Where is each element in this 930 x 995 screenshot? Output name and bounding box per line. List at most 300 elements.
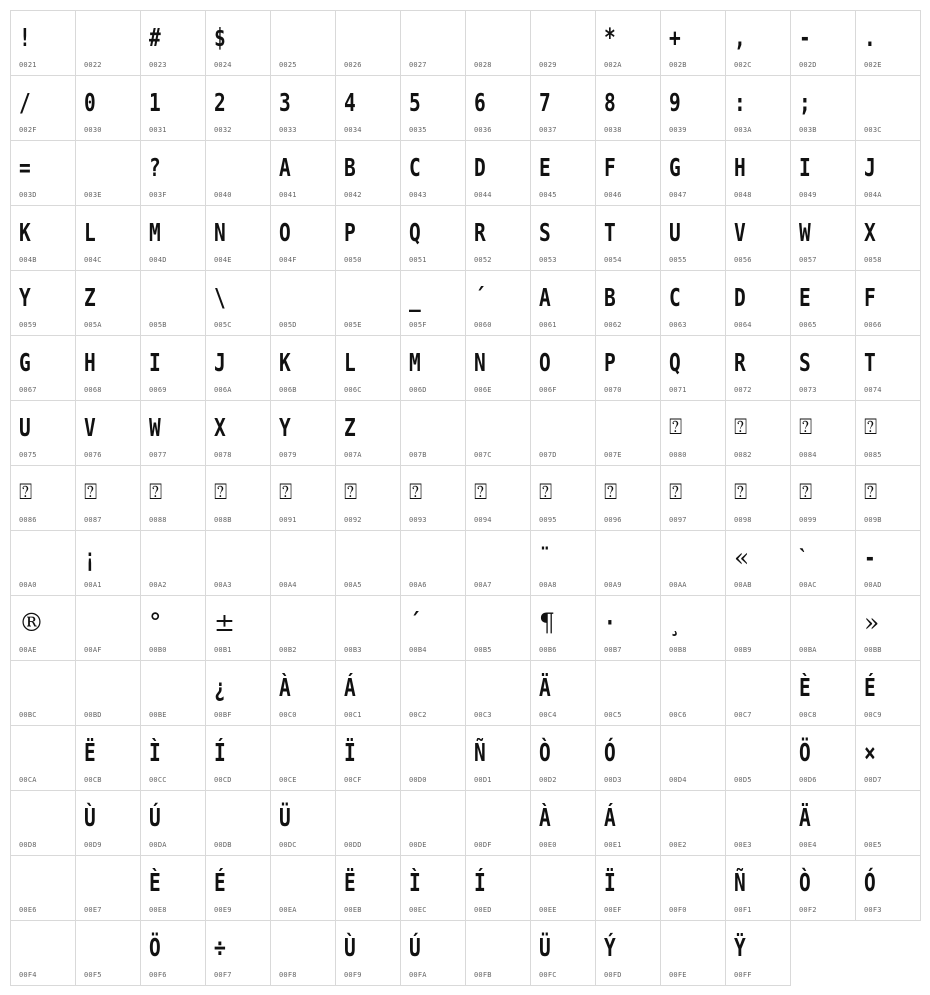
glyph-cell bbox=[465, 465, 531, 531]
codepoint-label: 00E4 bbox=[799, 841, 817, 849]
glyph-cell bbox=[270, 790, 336, 856]
glyph-cell bbox=[140, 465, 206, 531]
glyph-cell bbox=[530, 855, 596, 921]
codepoint-label: 00BB bbox=[864, 646, 882, 654]
codepoint-label: 003B bbox=[799, 126, 817, 134]
glyph: Y bbox=[19, 283, 31, 312]
glyph-cell bbox=[855, 660, 921, 726]
glyph-cell bbox=[855, 725, 921, 791]
glyph-cell bbox=[335, 725, 401, 791]
glyph: 6 bbox=[474, 88, 486, 117]
codepoint-label: 00EB bbox=[344, 906, 362, 914]
codepoint-label: 0073 bbox=[799, 386, 817, 394]
codepoint-label: 00EA bbox=[279, 906, 297, 914]
codepoint-label: 002F bbox=[19, 126, 37, 134]
glyph: Ý bbox=[604, 933, 616, 962]
glyph-cell bbox=[205, 10, 271, 76]
glyph-cell bbox=[140, 205, 206, 271]
glyph-cell bbox=[140, 920, 206, 986]
glyph-cell bbox=[595, 270, 661, 336]
codepoint-label: 0029 bbox=[539, 61, 557, 69]
glyph: V bbox=[84, 413, 96, 442]
glyph-cell bbox=[790, 855, 856, 921]
codepoint-label: 00D6 bbox=[799, 776, 817, 784]
glyph-cell bbox=[465, 10, 531, 76]
glyph: Ó bbox=[604, 738, 616, 767]
glyph-cell bbox=[530, 140, 596, 206]
glyph-cell bbox=[855, 140, 921, 206]
glyph: Ù bbox=[84, 803, 96, 832]
glyph: M bbox=[409, 348, 421, 377]
glyph: I bbox=[799, 153, 811, 182]
missing-glyph-icon: ⍰ bbox=[669, 480, 683, 505]
glyph-cell bbox=[75, 660, 141, 726]
codepoint-label: 00D5 bbox=[734, 776, 752, 784]
glyph-cell bbox=[530, 530, 596, 596]
glyph-cell bbox=[205, 660, 271, 726]
codepoint-label: 00FC bbox=[539, 971, 557, 979]
codepoint-label: 00E8 bbox=[149, 906, 167, 914]
glyph: K bbox=[279, 348, 291, 377]
glyph-cell bbox=[725, 660, 791, 726]
glyph-cell bbox=[140, 660, 206, 726]
codepoint-label: 0033 bbox=[279, 126, 297, 134]
codepoint-label: 00DB bbox=[214, 841, 232, 849]
glyph-cell bbox=[595, 140, 661, 206]
glyph-cell bbox=[10, 10, 76, 76]
codepoint-label: 0041 bbox=[279, 191, 297, 199]
glyph-cell bbox=[75, 270, 141, 336]
glyph: Ò bbox=[799, 868, 811, 897]
codepoint-label: 00E2 bbox=[669, 841, 687, 849]
glyph-cell bbox=[595, 75, 661, 141]
glyph: Ä bbox=[539, 673, 551, 702]
glyph-cell bbox=[335, 790, 401, 856]
glyph-cell bbox=[725, 465, 791, 531]
glyph-cell bbox=[790, 725, 856, 791]
codepoint-label: 0057 bbox=[799, 256, 817, 264]
glyph-cell bbox=[725, 530, 791, 596]
codepoint-label: 0039 bbox=[669, 126, 687, 134]
missing-glyph-icon: ⍰ bbox=[669, 415, 683, 440]
missing-glyph-icon: ⍰ bbox=[799, 480, 813, 505]
glyph-cell bbox=[140, 725, 206, 791]
glyph-cell bbox=[75, 855, 141, 921]
codepoint-label: 00F5 bbox=[84, 971, 102, 979]
codepoint-label: 00E9 bbox=[214, 906, 232, 914]
glyph-cell bbox=[725, 920, 791, 986]
glyph-cell bbox=[335, 335, 401, 401]
codepoint-label: 0058 bbox=[864, 256, 882, 264]
missing-glyph-icon: ⍰ bbox=[734, 415, 748, 440]
glyph-cell bbox=[725, 595, 791, 661]
glyph-cell bbox=[530, 75, 596, 141]
glyph-cell bbox=[595, 335, 661, 401]
codepoint-label: 00A2 bbox=[149, 581, 167, 589]
glyph-cell bbox=[205, 465, 271, 531]
glyph-cell bbox=[660, 140, 726, 206]
glyph-cell bbox=[10, 335, 76, 401]
glyph: × bbox=[864, 738, 876, 767]
codepoint-label: 00C0 bbox=[279, 711, 297, 719]
codepoint-label: 00B8 bbox=[669, 646, 687, 654]
codepoint-label: 0036 bbox=[474, 126, 492, 134]
codepoint-label: 00C8 bbox=[799, 711, 817, 719]
glyph-cell bbox=[75, 75, 141, 141]
codepoint-label: 00A8 bbox=[539, 581, 557, 589]
glyph-cell bbox=[335, 205, 401, 271]
glyph: Í bbox=[474, 868, 486, 897]
codepoint-label: 002C bbox=[734, 61, 752, 69]
glyph: S bbox=[799, 348, 811, 377]
glyph-cell bbox=[205, 270, 271, 336]
glyph-cell bbox=[205, 595, 271, 661]
missing-glyph-icon: ⍰ bbox=[344, 480, 358, 505]
glyph-cell bbox=[855, 790, 921, 856]
glyph-cell bbox=[140, 270, 206, 336]
glyph-cell bbox=[660, 920, 726, 986]
glyph-cell bbox=[660, 205, 726, 271]
glyph: R bbox=[734, 348, 746, 377]
glyph: O bbox=[539, 348, 551, 377]
codepoint-label: 00D9 bbox=[84, 841, 102, 849]
glyph: P bbox=[604, 348, 616, 377]
glyph-cell bbox=[335, 595, 401, 661]
glyph-cell bbox=[465, 530, 531, 596]
glyph-cell bbox=[660, 335, 726, 401]
codepoint-label: 00C7 bbox=[734, 711, 752, 719]
glyph-cell bbox=[400, 855, 466, 921]
codepoint-label: 00F4 bbox=[19, 971, 37, 979]
glyph: Z bbox=[344, 413, 356, 442]
codepoint-label: 00AB bbox=[734, 581, 752, 589]
codepoint-label: 0092 bbox=[344, 516, 362, 524]
glyph-cell bbox=[75, 400, 141, 466]
codepoint-label: 00CF bbox=[344, 776, 362, 784]
glyph-cell bbox=[270, 10, 336, 76]
glyph-cell bbox=[595, 205, 661, 271]
glyph: - bbox=[799, 23, 811, 52]
codepoint-label: 00DA bbox=[149, 841, 167, 849]
glyph-cell bbox=[205, 140, 271, 206]
glyph-cell bbox=[335, 400, 401, 466]
codepoint-label: 00A5 bbox=[344, 581, 362, 589]
glyph: 5 bbox=[409, 88, 421, 117]
glyph-cell bbox=[660, 270, 726, 336]
glyph: L bbox=[84, 218, 96, 247]
glyph-cell bbox=[400, 140, 466, 206]
glyph: * bbox=[604, 23, 616, 52]
glyph: ° bbox=[149, 608, 162, 637]
missing-glyph-icon: ⍰ bbox=[539, 480, 553, 505]
codepoint-label: 0079 bbox=[279, 451, 297, 459]
glyph: ; bbox=[799, 88, 811, 117]
codepoint-label: 0087 bbox=[84, 516, 102, 524]
codepoint-label: 0054 bbox=[604, 256, 622, 264]
codepoint-label: 00A6 bbox=[409, 581, 427, 589]
glyph: ¸ bbox=[669, 608, 681, 637]
glyph-cell bbox=[530, 270, 596, 336]
glyph-cell bbox=[725, 335, 791, 401]
glyph-cell bbox=[10, 790, 76, 856]
glyph: ? bbox=[149, 153, 161, 182]
codepoint-label: 00FB bbox=[474, 971, 492, 979]
glyph: = bbox=[19, 153, 31, 182]
glyph: Ò bbox=[539, 738, 551, 767]
glyph-cell bbox=[400, 530, 466, 596]
glyph-cell bbox=[400, 75, 466, 141]
glyph-cell bbox=[725, 10, 791, 76]
glyph-cell bbox=[400, 790, 466, 856]
codepoint-label: 0066 bbox=[864, 321, 882, 329]
codepoint-label: 00E3 bbox=[734, 841, 752, 849]
glyph-cell bbox=[660, 10, 726, 76]
codepoint-label: 00A4 bbox=[279, 581, 297, 589]
glyph-cell bbox=[75, 595, 141, 661]
glyph: T bbox=[864, 348, 876, 377]
missing-glyph-icon: ⍰ bbox=[84, 480, 98, 505]
codepoint-label: 00B1 bbox=[214, 646, 232, 654]
glyph-cell bbox=[335, 465, 401, 531]
codepoint-label: 0080 bbox=[669, 451, 687, 459]
glyph: D bbox=[734, 283, 746, 312]
codepoint-label: 002B bbox=[669, 61, 687, 69]
glyph-cell bbox=[530, 660, 596, 726]
glyph-cell bbox=[790, 335, 856, 401]
glyph: Ï bbox=[604, 868, 616, 897]
glyph-cell bbox=[530, 790, 596, 856]
glyph: 8 bbox=[604, 88, 616, 117]
glyph: , bbox=[734, 23, 746, 52]
missing-glyph-icon: ⍰ bbox=[474, 480, 488, 505]
glyph-cell bbox=[725, 790, 791, 856]
codepoint-label: 0074 bbox=[864, 386, 882, 394]
glyph-cell bbox=[205, 530, 271, 596]
codepoint-label: 005D bbox=[279, 321, 297, 329]
glyph: _ bbox=[409, 283, 421, 312]
glyph-cell bbox=[790, 270, 856, 336]
glyph: · bbox=[604, 608, 616, 637]
glyph-cell bbox=[595, 790, 661, 856]
codepoint-label: 00C2 bbox=[409, 711, 427, 719]
codepoint-label: 0067 bbox=[19, 386, 37, 394]
glyph: I bbox=[149, 348, 161, 377]
glyph: Ú bbox=[149, 803, 161, 832]
missing-glyph-icon: ⍰ bbox=[864, 415, 878, 440]
glyph-cell bbox=[855, 530, 921, 596]
codepoint-label: 005C bbox=[214, 321, 232, 329]
codepoint-label: 00BD bbox=[84, 711, 102, 719]
glyph-cell bbox=[595, 725, 661, 791]
glyph: X bbox=[214, 413, 226, 442]
glyph: « bbox=[734, 543, 750, 572]
glyph: : bbox=[734, 88, 746, 117]
codepoint-label: 0068 bbox=[84, 386, 102, 394]
codepoint-label: 0069 bbox=[149, 386, 167, 394]
glyph: Ë bbox=[84, 738, 96, 767]
glyph: 7 bbox=[539, 88, 551, 117]
glyph-cell bbox=[205, 920, 271, 986]
glyph: 4 bbox=[344, 88, 356, 117]
codepoint-label: 00B0 bbox=[149, 646, 167, 654]
glyph-cell bbox=[595, 660, 661, 726]
codepoint-label: 0065 bbox=[799, 321, 817, 329]
codepoint-label: 0030 bbox=[84, 126, 102, 134]
glyph: N bbox=[474, 348, 486, 377]
glyph: ¶ bbox=[539, 608, 555, 637]
glyph-cell bbox=[725, 75, 791, 141]
glyph: Y bbox=[279, 413, 291, 442]
codepoint-label: 00E7 bbox=[84, 906, 102, 914]
codepoint-label: 00AD bbox=[864, 581, 882, 589]
glyph-cell bbox=[595, 855, 661, 921]
glyph-cell bbox=[465, 205, 531, 271]
glyph-cell bbox=[530, 335, 596, 401]
codepoint-label: 009B bbox=[864, 516, 882, 524]
codepoint-label: 00AC bbox=[799, 581, 817, 589]
glyph: J bbox=[214, 348, 226, 377]
codepoint-label: 00D3 bbox=[604, 776, 622, 784]
codepoint-label: 0028 bbox=[474, 61, 492, 69]
codepoint-label: 0023 bbox=[149, 61, 167, 69]
glyph: Ë bbox=[344, 868, 356, 897]
codepoint-label: 0032 bbox=[214, 126, 232, 134]
glyph-cell bbox=[790, 75, 856, 141]
glyph: . bbox=[864, 23, 876, 52]
glyph: N bbox=[214, 218, 226, 247]
glyph-cell bbox=[465, 920, 531, 986]
glyph: \ bbox=[214, 283, 226, 312]
codepoint-label: 00D1 bbox=[474, 776, 492, 784]
glyph-cell bbox=[270, 920, 336, 986]
glyph: È bbox=[799, 673, 811, 702]
glyph-cell bbox=[465, 270, 531, 336]
glyph: À bbox=[279, 673, 291, 702]
codepoint-label: 0024 bbox=[214, 61, 232, 69]
glyph: K bbox=[19, 218, 31, 247]
codepoint-label: 00CD bbox=[214, 776, 232, 784]
codepoint-label: 00E1 bbox=[604, 841, 622, 849]
missing-glyph-icon: ⍰ bbox=[864, 480, 878, 505]
codepoint-label: 0059 bbox=[19, 321, 37, 329]
codepoint-label: 00A9 bbox=[604, 581, 622, 589]
codepoint-label: 0031 bbox=[149, 126, 167, 134]
glyph: 3 bbox=[279, 88, 291, 117]
glyph: Ù bbox=[344, 933, 356, 962]
codepoint-label: 007D bbox=[539, 451, 557, 459]
glyph-cell bbox=[660, 530, 726, 596]
codepoint-label: 00AF bbox=[84, 646, 102, 654]
glyph-cell bbox=[660, 725, 726, 791]
glyph-cell bbox=[75, 465, 141, 531]
codepoint-label: 00E0 bbox=[539, 841, 557, 849]
glyph-cell bbox=[270, 335, 336, 401]
codepoint-label: 0043 bbox=[409, 191, 427, 199]
glyph: B bbox=[344, 153, 356, 182]
glyph-cell bbox=[595, 10, 661, 76]
codepoint-label: 00FE bbox=[669, 971, 687, 979]
glyph: R bbox=[474, 218, 486, 247]
missing-glyph-icon: ⍰ bbox=[409, 480, 423, 505]
glyph: 1 bbox=[149, 88, 161, 117]
glyph-cell bbox=[855, 270, 921, 336]
codepoint-label: 0052 bbox=[474, 256, 492, 264]
glyph-cell bbox=[790, 465, 856, 531]
glyph: ¡ bbox=[84, 543, 96, 572]
codepoint-label: 00A1 bbox=[84, 581, 102, 589]
glyph-cell bbox=[400, 920, 466, 986]
codepoint-label: 006F bbox=[539, 386, 557, 394]
codepoint-label: 0096 bbox=[604, 516, 622, 524]
glyph-cell bbox=[465, 725, 531, 791]
glyph: U bbox=[19, 413, 31, 442]
glyph: Ú bbox=[409, 933, 421, 962]
glyph-cell bbox=[530, 725, 596, 791]
codepoint-label: 0022 bbox=[84, 61, 102, 69]
glyph-cell bbox=[75, 140, 141, 206]
missing-glyph-icon: ⍰ bbox=[279, 480, 293, 505]
glyph-cell bbox=[140, 790, 206, 856]
codepoint-label: 0085 bbox=[864, 451, 882, 459]
codepoint-label: 00F7 bbox=[214, 971, 232, 979]
codepoint-label: 00F0 bbox=[669, 906, 687, 914]
glyph-cell bbox=[335, 270, 401, 336]
codepoint-label: 0063 bbox=[669, 321, 687, 329]
glyph-cell bbox=[725, 400, 791, 466]
codepoint-label: 006C bbox=[344, 386, 362, 394]
glyph: E bbox=[799, 283, 811, 312]
glyph: V bbox=[734, 218, 746, 247]
codepoint-label: 0046 bbox=[604, 191, 622, 199]
glyph-cell bbox=[10, 855, 76, 921]
glyph-cell bbox=[75, 790, 141, 856]
glyph-cell bbox=[660, 790, 726, 856]
glyph: Ö bbox=[799, 738, 811, 767]
glyph-cell bbox=[75, 10, 141, 76]
glyph-cell bbox=[400, 465, 466, 531]
glyph-cell bbox=[790, 660, 856, 726]
glyph-cell bbox=[140, 335, 206, 401]
codepoint-label: 0061 bbox=[539, 321, 557, 329]
codepoint-label: 0044 bbox=[474, 191, 492, 199]
glyph-cell bbox=[10, 75, 76, 141]
codepoint-label: 0077 bbox=[149, 451, 167, 459]
glyph-cell bbox=[790, 140, 856, 206]
glyph-cell bbox=[270, 270, 336, 336]
codepoint-label: 00B9 bbox=[734, 646, 752, 654]
codepoint-label: 00D7 bbox=[864, 776, 882, 784]
glyph-cell bbox=[10, 530, 76, 596]
glyph-cell bbox=[10, 400, 76, 466]
codepoint-label: 0045 bbox=[539, 191, 557, 199]
glyph: Ü bbox=[539, 933, 551, 962]
glyph-cell bbox=[855, 465, 921, 531]
glyph-cell bbox=[205, 400, 271, 466]
glyph-cell bbox=[855, 400, 921, 466]
glyph: È bbox=[149, 868, 161, 897]
codepoint-label: 00D2 bbox=[539, 776, 557, 784]
glyph-cell bbox=[660, 660, 726, 726]
codepoint-label: 00A0 bbox=[19, 581, 37, 589]
glyph: F bbox=[604, 153, 616, 182]
codepoint-label: 00D4 bbox=[669, 776, 687, 784]
glyph-cell bbox=[790, 790, 856, 856]
glyph-cell bbox=[270, 530, 336, 596]
glyph-cell bbox=[530, 465, 596, 531]
glyph-cell bbox=[660, 75, 726, 141]
glyph: A bbox=[279, 153, 291, 182]
glyph: » bbox=[864, 608, 880, 637]
